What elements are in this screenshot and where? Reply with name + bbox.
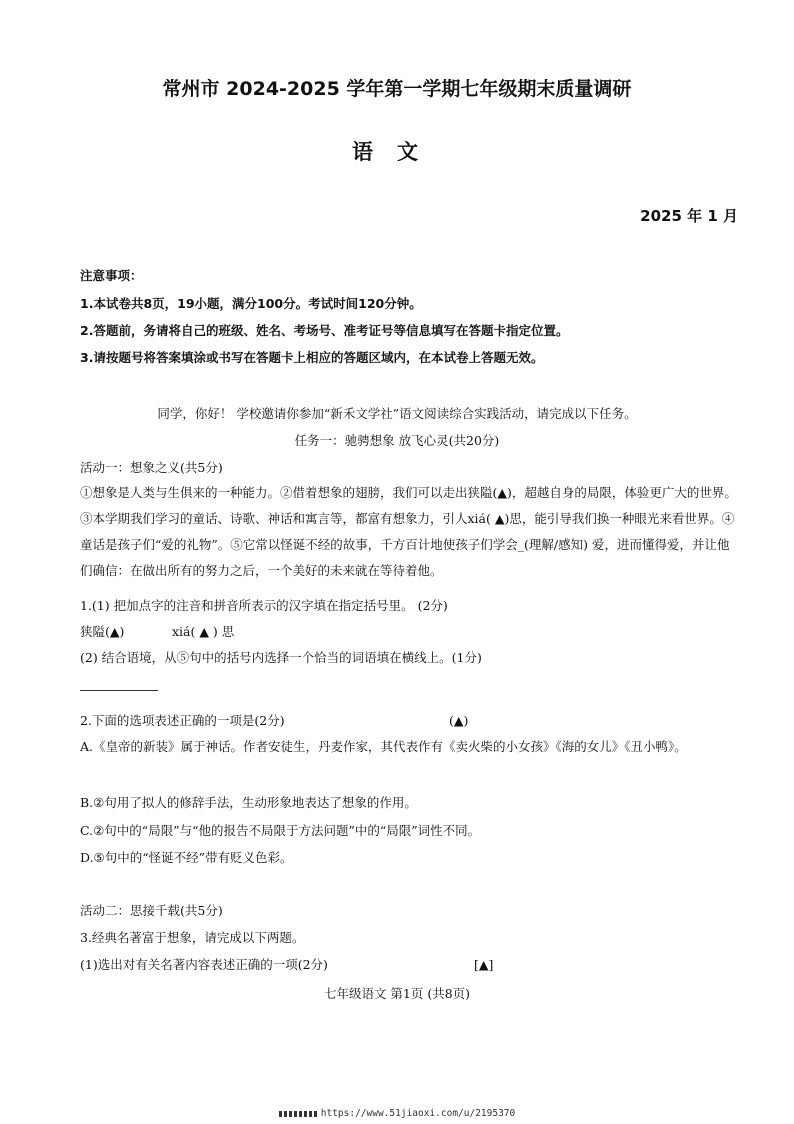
question-1-part-2: (2) 结合语境，从⑤句中的括号内选择一个恰当的词语填在横线上。(1分) bbox=[80, 650, 482, 665]
answer-line bbox=[80, 690, 158, 691]
exam-title: 常州市 2024-2025 学年第一学期七年级期末质量调研 bbox=[162, 78, 632, 100]
task-1-heading: 任务一：驰骋想象 放飞心灵(共20分) bbox=[294, 433, 500, 448]
page-footer: 七年级语文 第1页 (共8页) bbox=[323, 986, 471, 1001]
reading-passage: ①想象是人类与生俱来的一种能力。②借着想象的翅膀，我们可以走出狭隘(▲)，超越自身的局限，体验更广大的世界。③本学期我们学习的童话、诗歌、神话和寓言等，都富有想象力，引人xiá( ▲)思，能引导我们换一种眼光来看世界。④童话是孩子们“爱的礼物”。⑤它常以怪诞不经的故事，千方百计地使孩子们学会_(理解/感知) 爱，进而懂得爱，并让他们确信：在做出所有的努力之后，一个美好的未来就在等待着他。 bbox=[80, 485, 737, 578]
question-3-part-1: (1)选出对有关名著内容表述正确的一项(2分) bbox=[80, 957, 328, 972]
activity-1-heading: 活动一：想象之义(共5分) bbox=[80, 460, 223, 475]
watermark bbox=[0, 1108, 794, 1119]
question-2-answer-mark: (▲) bbox=[449, 713, 469, 728]
intro-text: 同学，你好！ 学校邀请你参加“新禾文学社”语文阅读综合实践活动，请完成以下任务。 bbox=[157, 406, 637, 421]
notice-item-3: 3.请按题号将答案填涂或书写在答题卡上相应的答题区域内，在本试卷上答题无效。 bbox=[80, 350, 544, 365]
activity-2-heading: 活动二：思接千载(共5分) bbox=[80, 903, 223, 918]
notice-item-1: 1.本试卷共8页，19小题，满分100分。考试时间120分钟。 bbox=[80, 296, 422, 311]
question-1-blank-b: xiá( ▲ ) 思 bbox=[172, 624, 235, 639]
question-1-part-1: 1.(1) 把加点字的注音和拼音所表示的汉字填在指定括号里。 (2分) bbox=[80, 598, 448, 613]
notice-item-2: 2.答题前，务请将自己的班级、姓名、考场号、准考证号等信息填写在答题卡指定位置。 bbox=[80, 323, 569, 338]
question-2-stem: 2.下面的选项表述正确的一项是(2分) bbox=[80, 713, 285, 728]
watermark-url: https://www.51jiaoxi.com/u/2195370 bbox=[320, 1108, 516, 1119]
question-3-stem: 3.经典名著富于想象，请完成以下两题。 bbox=[80, 930, 305, 945]
notice-heading: 注意事项： bbox=[80, 268, 143, 283]
question-2-option-c: C.②句中的“局限”与“他的报告不局限于方法问题”中的“局限”词性不同。 bbox=[80, 823, 481, 838]
question-1-blank-a: 狭隘(▲) bbox=[80, 624, 125, 639]
question-2-option-d: D.⑤句中的“怪诞不经”带有贬义色彩。 bbox=[80, 850, 293, 865]
question-2-option-a: A.《皇帝的新装》属于神话。作者安徒生，丹麦作家，其代表作有《卖火柴的小女孩》《海的女儿》《丑小鸭》。 bbox=[80, 739, 687, 754]
watermark-logo-icon bbox=[279, 1111, 317, 1117]
exam-date: 2025 年 1 月 bbox=[640, 207, 738, 225]
question-3-answer-mark: [▲] bbox=[474, 957, 494, 972]
question-2-option-b: B.②句用了拟人的修辞手法，生动形象地表达了想象的作用。 bbox=[80, 795, 417, 810]
subject-title: 语文 bbox=[352, 140, 442, 164]
